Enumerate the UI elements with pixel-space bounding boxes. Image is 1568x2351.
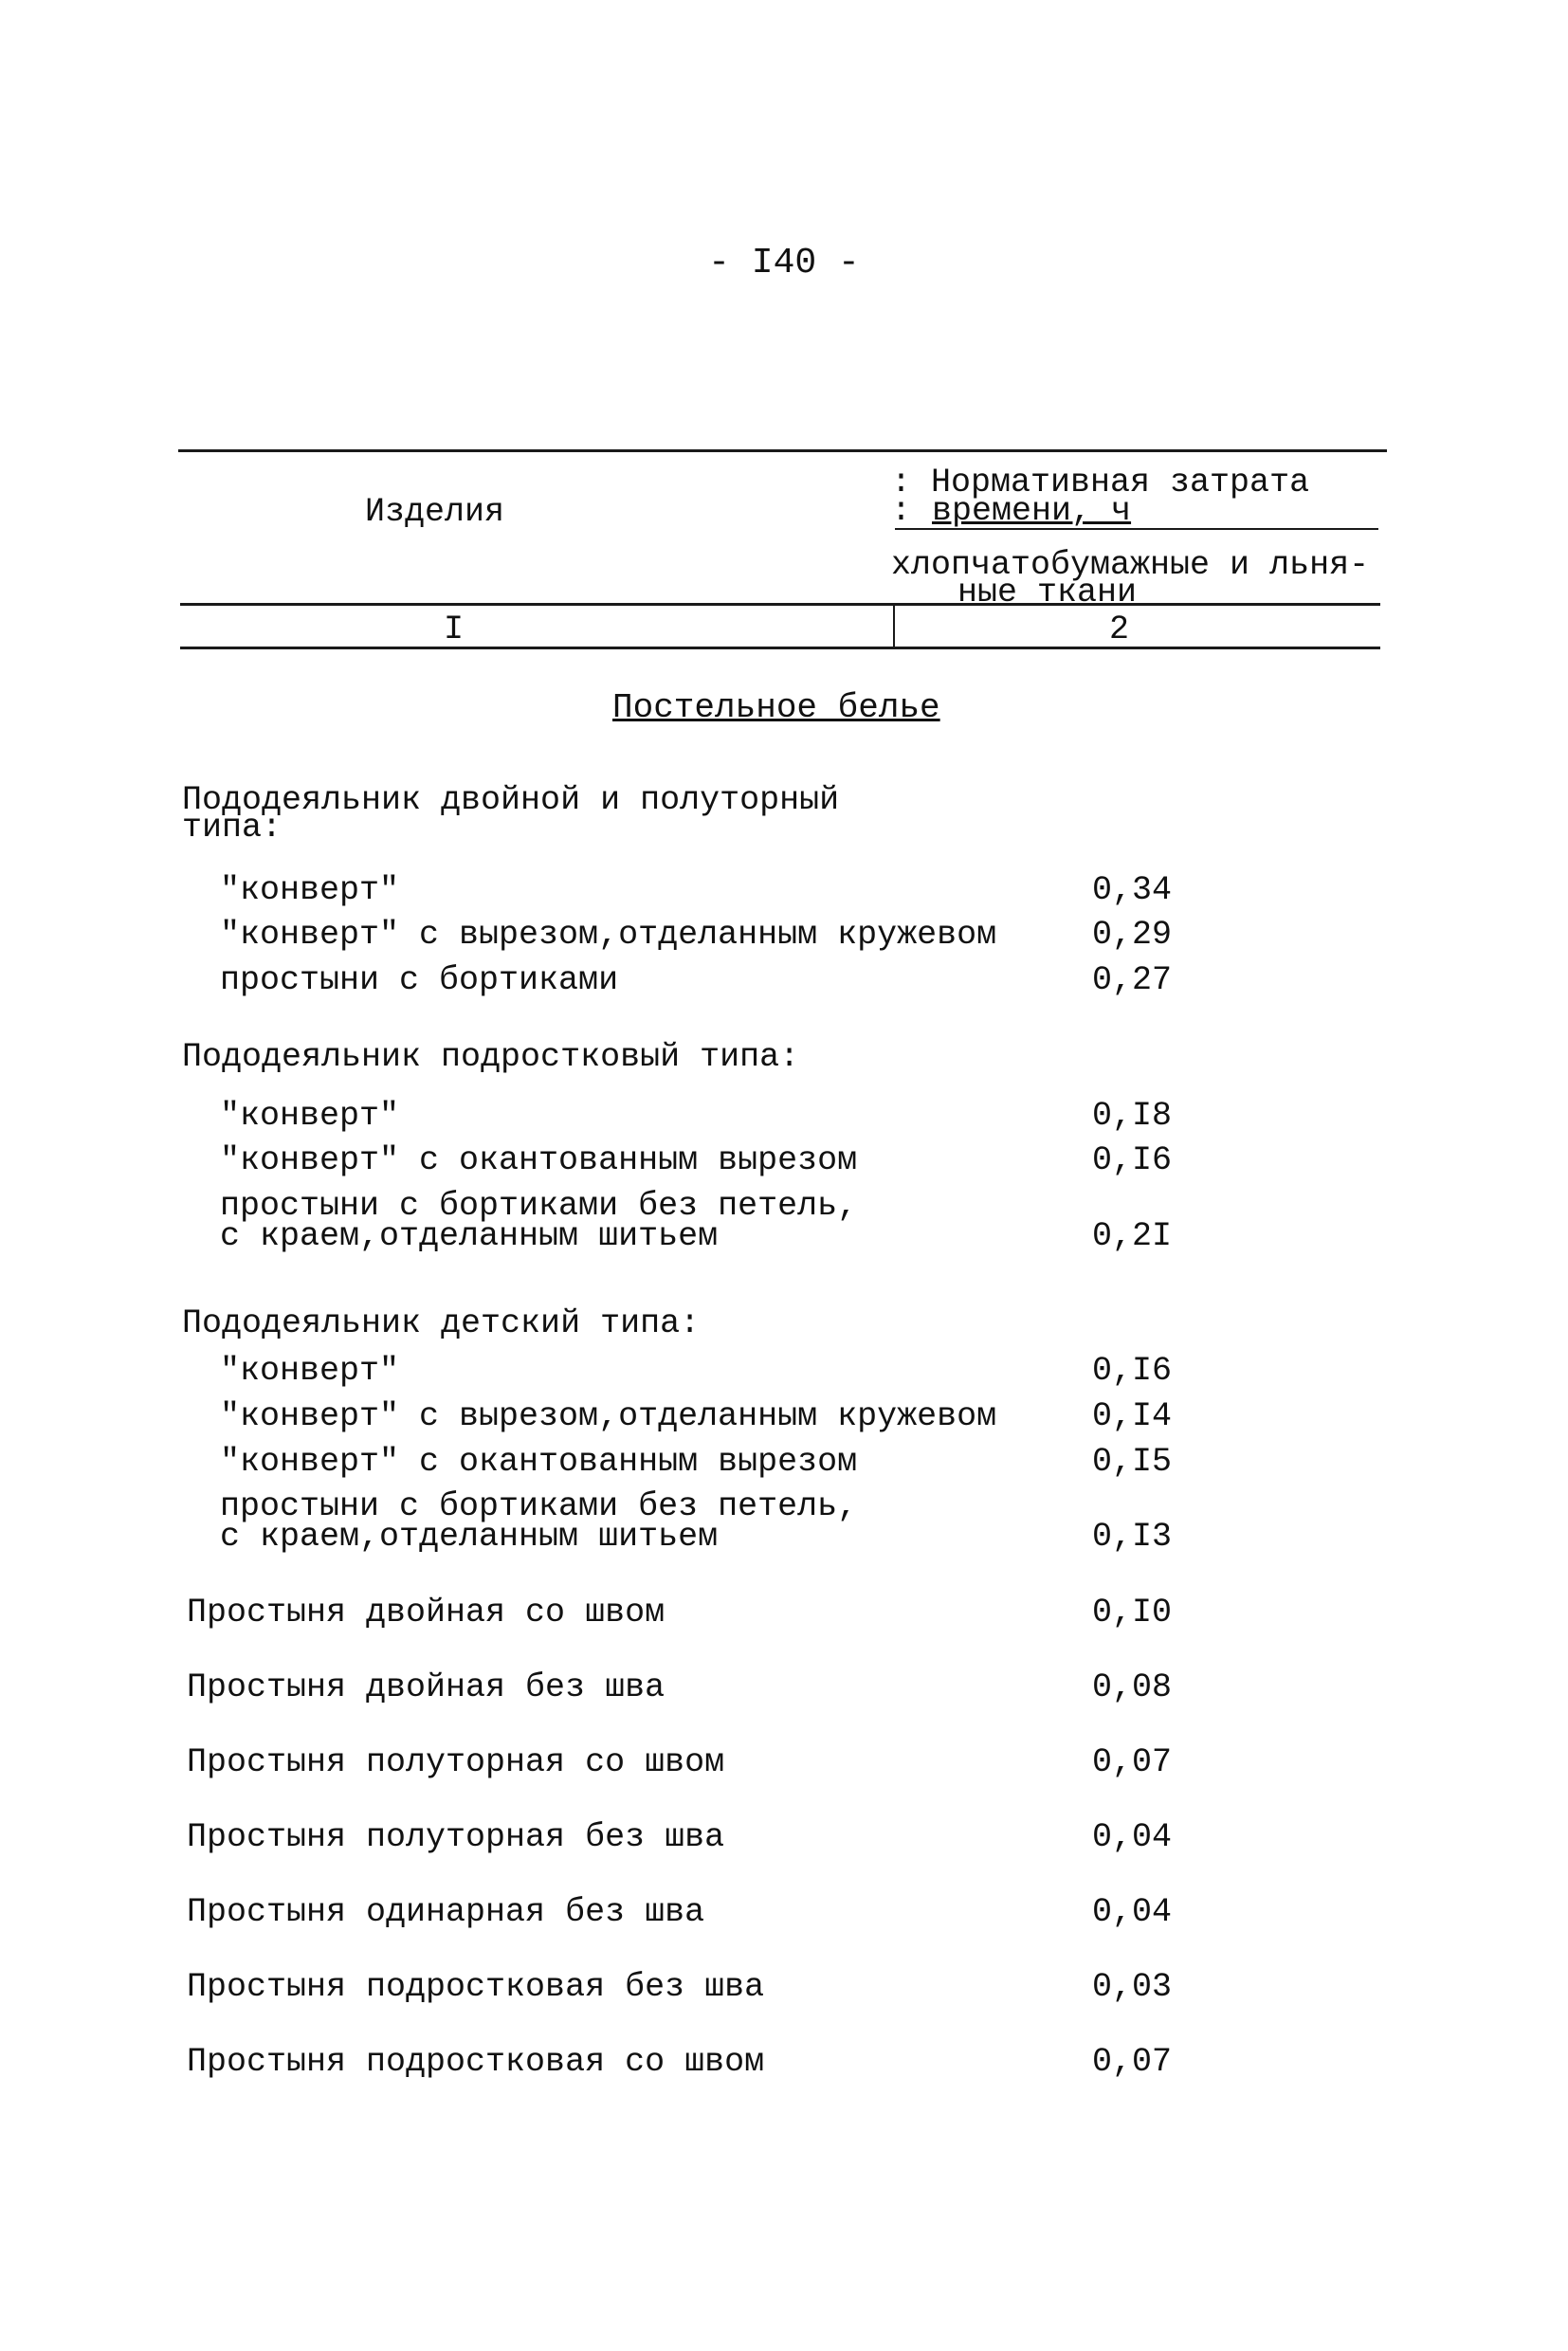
sheet-value: 0,07 [1092, 2043, 1173, 2081]
sheet-value: 0,04 [1092, 1818, 1173, 1856]
item-name: простыни с бортиками без петель, [220, 1487, 858, 1525]
numbers-bottom-rule [180, 647, 1380, 649]
group-title-line1: Пододеяльник детский типа: [182, 1304, 701, 1342]
item-name: "конверт" с вырезом,отделанным кружевом [220, 916, 997, 954]
sheet-name: Простыня одинарная без шва [187, 1893, 705, 1931]
item-value: 0,29 [1092, 916, 1173, 954]
sheet-value: 0,03 [1092, 1968, 1173, 2006]
item-name: "конверт" [220, 871, 400, 909]
sheet-name: Простыня полуторная со швом [187, 1743, 725, 1781]
column-header-norm-unit: времени, ч [932, 492, 1132, 530]
page-number: - I40 - [708, 243, 860, 283]
sheet-value: 0,07 [1092, 1743, 1173, 1781]
item-name: простыни с бортиками [220, 961, 619, 999]
item-name: "конверт" с окантованным вырезом [220, 1141, 858, 1179]
item-value: 0,I6 [1092, 1141, 1173, 1179]
item-value: 0,I3 [1092, 1518, 1173, 1556]
group-title-line1: Пододеяльник двойной и полуторный [182, 781, 840, 819]
column-header-norm-prefix: : [891, 492, 912, 530]
sheet-name: Простыня подростковая без шва [187, 1968, 765, 2006]
item-value: 0,I6 [1092, 1352, 1173, 1390]
item-value: 0,I4 [1092, 1397, 1173, 1435]
section-title: Постельное белье [612, 688, 940, 727]
sheet-value: 0,I0 [1092, 1594, 1173, 1631]
header-top-rule [178, 449, 1387, 452]
item-value: 0,I8 [1092, 1097, 1173, 1135]
group-title-line1: Пододеяльник подростковый типа: [182, 1038, 800, 1076]
header-bottom-rule [180, 603, 1380, 606]
column-header-products: Изделия [365, 493, 505, 531]
item-value: 0,34 [1092, 871, 1173, 909]
column-number-2: 2 [1109, 611, 1130, 648]
column-number-1: I [444, 611, 465, 648]
item-name: простыни с бортиками без петель, [220, 1187, 858, 1225]
sheet-name: Простыня двойная без шва [187, 1668, 665, 1706]
header-mid-rule [895, 528, 1378, 530]
item-name-line2: с краем,отделанным шитьем [220, 1217, 719, 1255]
sheet-name: Простыня полуторная без шва [187, 1818, 725, 1856]
item-value: 0,I5 [1092, 1443, 1173, 1481]
item-value: 0,2I [1092, 1217, 1173, 1255]
sheet-value: 0,08 [1092, 1668, 1173, 1706]
column-subheader-fabric-line1: хлопчатобумажные и льня- [891, 546, 1370, 584]
column-header-norm-line1: : Нормативная затрата [891, 464, 1310, 501]
column-divider [893, 603, 895, 647]
sheet-value: 0,04 [1092, 1893, 1173, 1931]
item-name: "конверт" [220, 1352, 400, 1390]
column-subheader-fabric-line2: ные ткани [957, 574, 1138, 611]
item-name: "конверт" с вырезом,отделанным кружевом [220, 1397, 997, 1435]
sheet-name: Простыня подростковая со швом [187, 2043, 765, 2081]
group-title-line2: типа: [182, 809, 283, 847]
item-name: "конверт" [220, 1097, 400, 1135]
column-header-norm-line2 [891, 494, 1131, 529]
item-value: 0,27 [1092, 961, 1173, 999]
sheet-name: Простыня двойная со швом [187, 1594, 665, 1631]
item-name: "конверт" с окантованным вырезом [220, 1443, 858, 1481]
item-name-line2: с краем,отделанным шитьем [220, 1518, 719, 1556]
